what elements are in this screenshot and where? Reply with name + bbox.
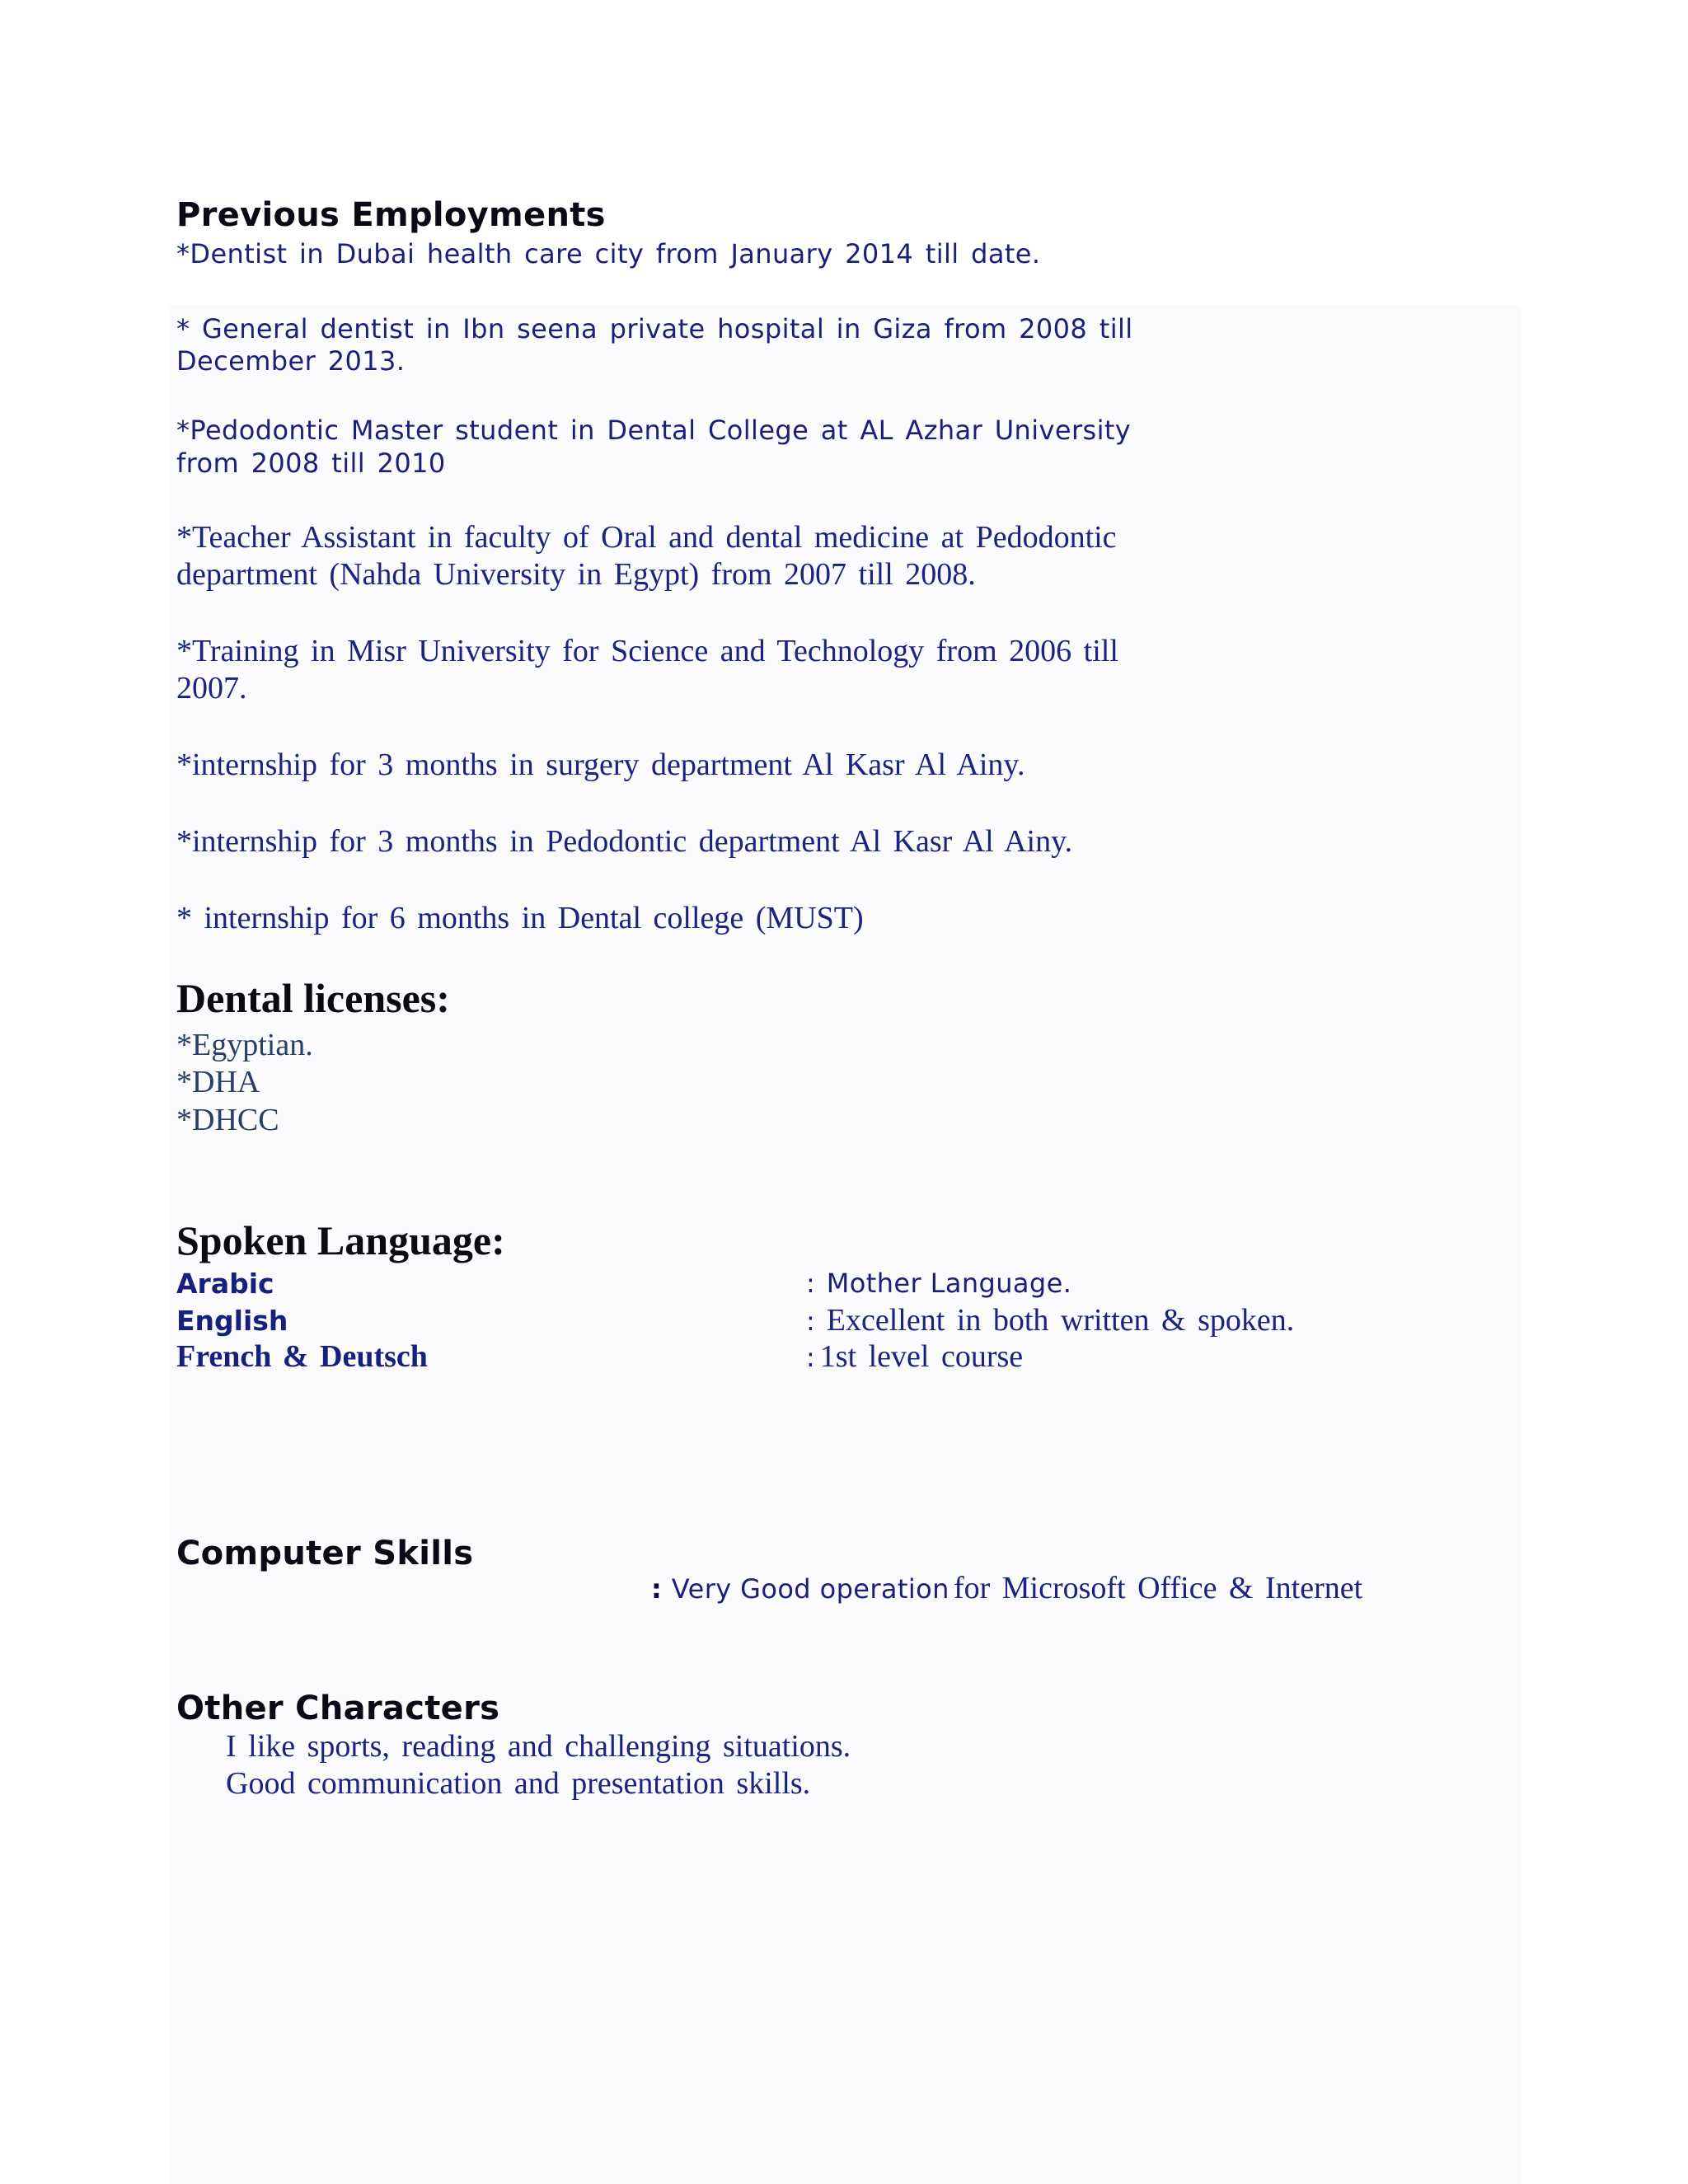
other-characters-heading: Other Characters [176,1690,500,1727]
computer-skills-value [651,1570,1362,1606]
language-level-arabic: Mother Language. [826,1268,1072,1299]
employment-entry-master-cont: from 2008 till 2010 [176,448,446,479]
language-separator: : [806,1268,815,1299]
employment-entry-master: *Pedodontic Master student in Dental College at AL Azhar University [176,415,1132,446]
employment-entry-dubai: *Dentist in Dubai health care city from January 2014 till date. [176,238,1041,269]
computer-skills-level: Very Good operation [671,1573,950,1605]
employment-entry-ibn-seena-cont: December 2013. [176,345,406,377]
dental-licenses-heading: Dental licenses: [176,975,450,1021]
language-separator: : [806,1305,815,1337]
language-name-english: English [176,1305,288,1337]
computer-skills-separator: : [651,1573,662,1605]
employment-entry-ibn-seena: * General dentist in Ibn seena private hospital in Giza from 2008 till [176,313,1133,344]
employment-entry-training-cont: 2007. [176,671,247,705]
employment-entry-training: *Training in Misr University for Science and Technology from 2006 till [176,634,1118,668]
language-level-english-row [806,1302,1294,1338]
previous-employments-heading: Previous Employments [176,196,606,234]
license-item-egyptian: *Egyptian. [176,1028,313,1062]
language-level-french-deutsch: 1st level course [819,1339,1024,1374]
employment-entry-internship-pedodontic: *internship for 3 months in Pedodontic department Al Kasr Al Ainy. [176,824,1073,859]
employment-entry-teacher-assistant-cont: department (Nahda University in Egypt) from 2007 till 2008. [176,557,976,592]
language-name-arabic: Arabic [176,1268,274,1300]
employment-entry-teacher-assistant: *Teacher Assistant in faculty of Oral and dental medicine at Pedodontic [176,520,1117,555]
other-characters-line-sports: I like sports, reading and challenging situations. [226,1729,851,1764]
computer-skills-heading: Computer Skills [176,1535,474,1572]
employment-entry-internship-surgery: *internship for 3 months in surgery department Al Kasr Al Ainy. [176,748,1025,782]
language-level-french-deutsch-row [806,1338,1023,1375]
employment-entry-internship-must: * internship for 6 months in Dental college (MUST) [176,901,864,935]
language-level-english: Excellent in both written & spoken. [826,1303,1295,1338]
language-level-arabic-row [806,1268,1071,1299]
language-name-french-deutsch: French & Deutsch [176,1339,428,1374]
other-characters-line-communication: Good communication and presentation skills. [226,1766,811,1801]
language-separator: : [806,1342,815,1373]
computer-skills-detail: for Microsoft Office & Internet [953,1571,1363,1605]
license-item-dhcc: *DHCC [176,1103,279,1137]
spoken-language-heading: Spoken Language: [176,1217,505,1263]
license-item-dha: *DHA [176,1065,260,1099]
